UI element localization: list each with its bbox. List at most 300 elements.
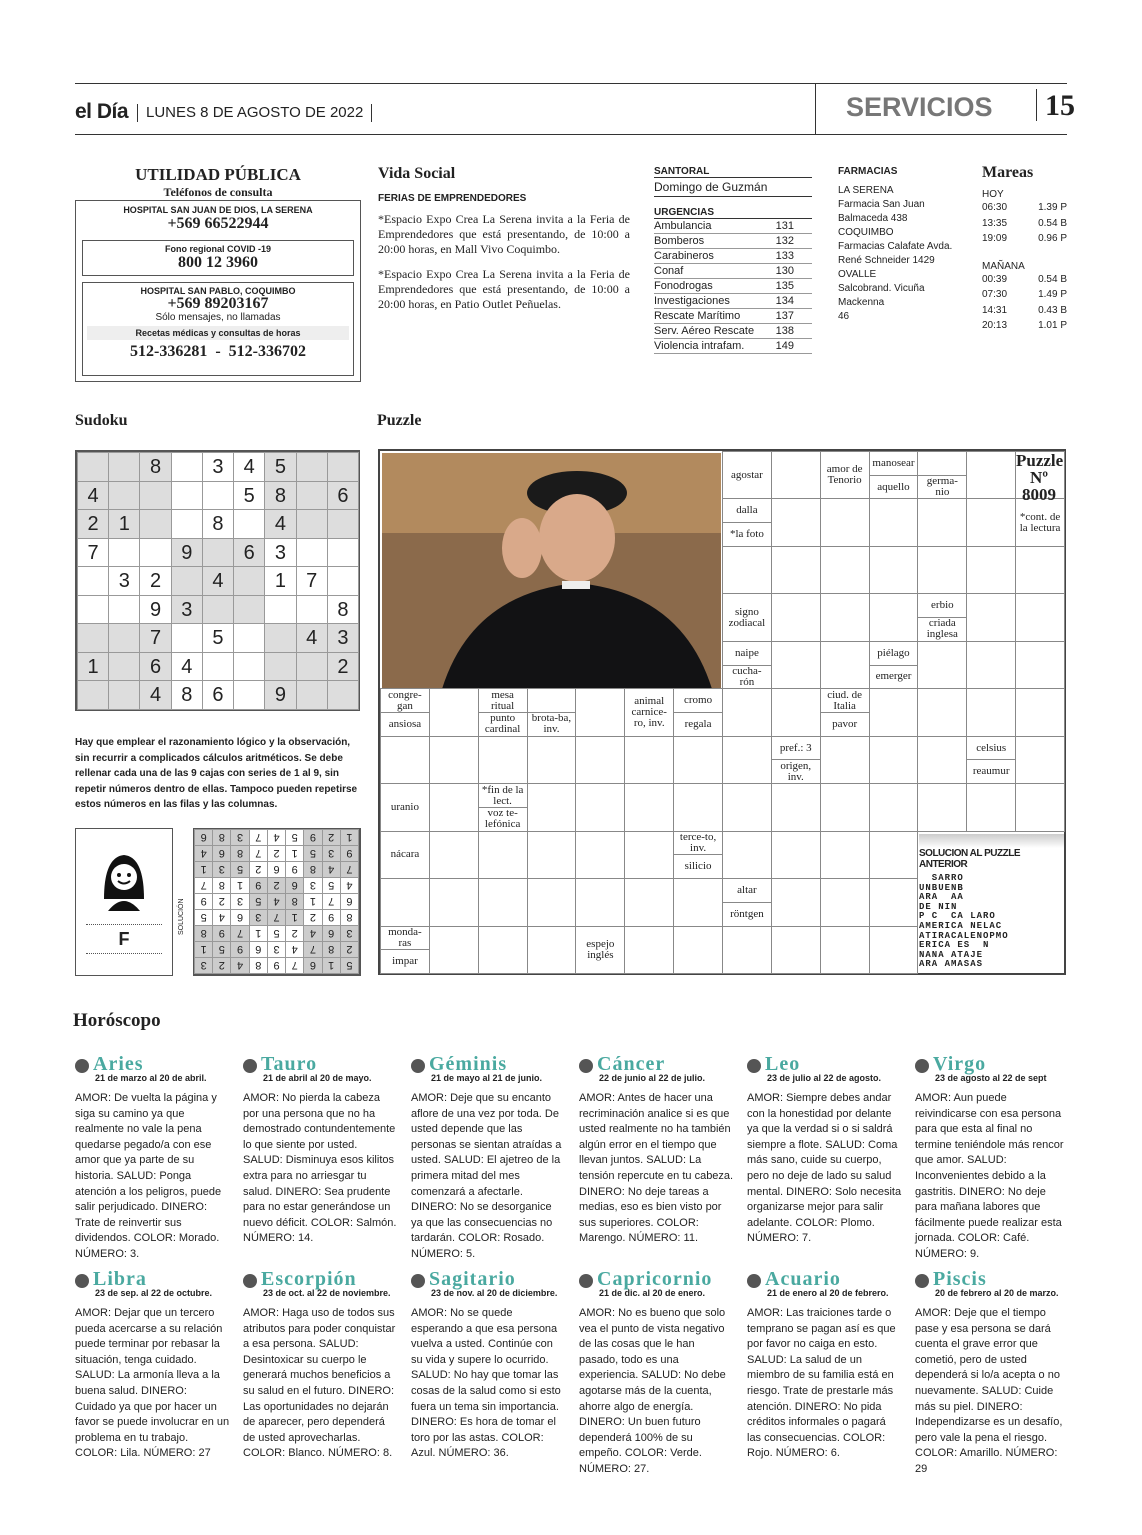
puzzle-cell[interactable] xyxy=(966,593,1016,641)
puzzle-solution-box xyxy=(919,834,1064,971)
covid-box xyxy=(82,240,354,276)
sign-text: AMOR: De vuelta la página y siga su camino ya que realmente no vale la pena quedarse pegado/a con ese amor que ya parte de su historia. SALUD: Ponga atención a los peligros, puede salir perjudicado. DINERO: Trate de reinvertir sus dividendos. COLOR: Morado. NÚMERO: 3. xyxy=(75,1092,222,1260)
sign-dates: 21 de marzo al 20 de abril. xyxy=(95,1073,207,1083)
solution-cell: 4 xyxy=(267,829,286,846)
urgencia-number: 133 xyxy=(775,250,794,262)
puzzle-cell[interactable] xyxy=(771,688,821,736)
puzzle-cell[interactable] xyxy=(771,498,821,546)
urgencia-number: 135 xyxy=(775,280,794,292)
puzzle-cell[interactable] xyxy=(722,736,772,784)
puzzle-solution-row: ERICA ES N xyxy=(919,940,990,951)
puzzle-cell[interactable] xyxy=(869,688,919,736)
horoscope-sign xyxy=(75,1053,230,1263)
sudoku-cell[interactable]: 1 xyxy=(264,566,296,596)
puzzle-cell[interactable] xyxy=(624,783,674,831)
sudoku-cell[interactable]: 5 xyxy=(233,481,265,511)
urgencia-number: 130 xyxy=(775,265,794,277)
sudoku-cell[interactable]: 8 xyxy=(264,481,296,511)
puzzle-cell[interactable] xyxy=(869,546,919,594)
puzzle-cell[interactable] xyxy=(966,451,1016,499)
solution-cell: 7 xyxy=(249,829,268,846)
puzzle-cell[interactable] xyxy=(869,736,919,784)
solution-cell: 9 xyxy=(285,861,304,878)
sudoku-cell[interactable]: 5 xyxy=(264,452,296,482)
puzzle-number: Puzzle Nº 8009 xyxy=(1016,451,1064,504)
farmacias-title: FARMACIAS xyxy=(838,166,898,177)
puzzle-cell[interactable] xyxy=(820,831,870,879)
puzzle-cell[interactable] xyxy=(966,688,1016,736)
puzzle-cell[interactable] xyxy=(966,498,1016,546)
solution-cell: 3 xyxy=(249,909,268,926)
solution-cell: 5 xyxy=(249,893,268,910)
utilidad-title: UTILIDAD PÚBLICA xyxy=(135,165,301,184)
sudoku-cell[interactable]: 6 xyxy=(233,538,265,568)
solution-cell: 2 xyxy=(322,829,341,846)
solution-cell: 7 xyxy=(285,957,304,974)
puzzle-solution-row: ARA AMASAS xyxy=(919,959,984,970)
puzzle-clue: animal carnice-ro, inv. xyxy=(624,688,674,736)
sudoku-cell[interactable]: 8 xyxy=(171,680,203,710)
puzzle-cell[interactable] xyxy=(917,688,967,736)
puzzle-cell[interactable] xyxy=(527,878,577,926)
sudoku-cell[interactable] xyxy=(233,566,265,596)
urgencia-row xyxy=(654,264,812,279)
puzzle-clue: monda-ras xyxy=(380,926,430,951)
puzzle-cell[interactable] xyxy=(380,878,430,926)
horoscope-sign xyxy=(579,1268,734,1478)
sudoku-cell[interactable] xyxy=(77,623,109,653)
puzzle-cell[interactable] xyxy=(624,831,674,879)
puzzle-cell[interactable] xyxy=(820,546,870,594)
sudoku-cell[interactable] xyxy=(108,680,140,710)
sudoku-cell[interactable] xyxy=(202,538,234,568)
zodiac-icon xyxy=(243,1274,257,1288)
puzzle-clue: brota-ba, inv. xyxy=(527,712,577,737)
puzzle-clue: criada inglesa xyxy=(917,617,967,642)
sudoku-cell[interactable]: 3 xyxy=(327,623,359,653)
zodiac-icon xyxy=(411,1059,425,1073)
puzzle-cell[interactable] xyxy=(869,878,919,926)
sign-name: Aries xyxy=(93,1053,144,1075)
solution-cell: 6 xyxy=(340,893,359,910)
sudoku-cell[interactable] xyxy=(296,652,328,682)
puzzle-cell[interactable] xyxy=(527,783,577,831)
puzzle-cell[interactable] xyxy=(917,641,967,689)
solution-cell: 3 xyxy=(230,829,249,846)
hospital-coquimbo-phone: +569 89203167 xyxy=(167,295,269,312)
puzzle-clue: voz te-lefónica xyxy=(478,807,528,832)
puzzle-cell[interactable] xyxy=(722,783,772,831)
tide-height: 1.01 P xyxy=(1038,320,1067,331)
tide-time: 06:30 xyxy=(982,202,1008,213)
sudoku-cell[interactable]: 3 xyxy=(264,538,296,568)
puzzle-cell[interactable] xyxy=(820,641,870,689)
solution-cell: 3 xyxy=(322,845,341,862)
sudoku-cell[interactable]: 2 xyxy=(77,509,109,539)
sudoku-cell[interactable] xyxy=(233,595,265,625)
sudoku-cell[interactable]: 4 xyxy=(296,623,328,653)
urgencia-row xyxy=(654,294,812,309)
sign-text: AMOR: Dejar que un tercero pueda acercarse a su relación puede terminar por rebasar la situación, tenga cuidado. SALUD: La armonía lleva a la buena salud. DINERO: Cuidado ya que por hacer un favor se puede involucrar en un problema en tu trabajo. COLOR: Lila. NÚMERO: 27 xyxy=(75,1307,230,1460)
puzzle-cell[interactable] xyxy=(820,498,870,546)
solution-cell: 5 xyxy=(230,861,249,878)
sudoku-cell[interactable] xyxy=(171,623,203,653)
puzzle-cell[interactable] xyxy=(869,593,919,641)
puzzle-clue: *cont. de la lectura xyxy=(1015,498,1065,546)
urgencia-name: Fonodrogas xyxy=(654,280,713,292)
sudoku-cell[interactable] xyxy=(327,680,359,710)
urgencias-title: URGENCIAS xyxy=(654,207,812,219)
solution-cell: 3 xyxy=(194,957,213,974)
puzzle-clue: impar xyxy=(380,949,430,974)
puzzle-cell[interactable] xyxy=(869,498,919,546)
puzzle-cell[interactable] xyxy=(917,736,967,784)
urgencia-name: Bomberos xyxy=(654,235,705,247)
issue-date: LUNES 8 DE AGOSTO DE 2022 xyxy=(137,104,372,122)
puzzle-clue: naipe xyxy=(722,641,772,666)
sign-text: AMOR: Aun puede reivindicarse con esa persona para que esta al final no termine teniéndole más rencor que amor. SALUD: Inconvenientes debido a la gastritis. DINERO: No deje para mañana labores que fácilmente puede realizar esta jornada. COLOR: Café. NÚMERO: 9. xyxy=(915,1092,1064,1260)
sign-name: Cáncer xyxy=(597,1053,666,1075)
hospital-coquimbo-box xyxy=(82,282,354,376)
puzzle-cell[interactable] xyxy=(429,831,479,879)
puzzle-cell[interactable] xyxy=(673,878,723,926)
sudoku-cell[interactable]: 4 xyxy=(233,452,265,482)
solution-cell: 9 xyxy=(322,909,341,926)
sudoku-cell[interactable]: 3 xyxy=(202,452,234,482)
vida-social-item: *Espacio Expo Crea La Serena invita a la Feria de Emprendedores que está presentando, de 10:00 a 20:00 horas, en Patio Outlet Peñuelas. xyxy=(378,267,630,311)
urgencia-name: Ambulancia xyxy=(654,220,712,232)
sudoku-cell[interactable]: 7 xyxy=(77,538,109,568)
horoscope-sign xyxy=(579,1053,734,1247)
sudoku-cell[interactable]: 4 xyxy=(171,652,203,682)
puzzle-cell[interactable] xyxy=(478,926,528,974)
puzzle-cell[interactable] xyxy=(527,736,577,784)
puzzle-cell[interactable] xyxy=(820,593,870,641)
horoscope-sign xyxy=(411,1268,566,1462)
sudoku-cell[interactable]: 8 xyxy=(202,509,234,539)
puzzle-cell[interactable] xyxy=(478,736,528,784)
sudoku-cell[interactable] xyxy=(327,452,359,482)
puzzle-cell[interactable] xyxy=(575,831,625,879)
puzzle-cell[interactable] xyxy=(575,736,625,784)
sudoku-cell[interactable] xyxy=(108,538,140,568)
horoscope-sign xyxy=(915,1053,1070,1263)
horoscopo-title: Horóscopo xyxy=(73,1010,161,1031)
sudoku-cell[interactable]: 4 xyxy=(77,481,109,511)
puzzle-cell[interactable] xyxy=(820,736,870,784)
puzzle-clue: terce-to, inv. xyxy=(673,831,723,856)
sudoku-cell[interactable]: 8 xyxy=(327,595,359,625)
puzzle-cell[interactable] xyxy=(1015,641,1065,689)
page-number: 15 xyxy=(1036,89,1075,121)
hospital-la-serena-name: HOSPITAL SAN JUAN DE DIOS, LA SERENA xyxy=(123,205,313,215)
sudoku-cell[interactable] xyxy=(327,509,359,539)
puzzle-cell[interactable] xyxy=(624,878,674,926)
sudoku-cell[interactable] xyxy=(264,595,296,625)
sudoku-cell[interactable] xyxy=(296,680,328,710)
puzzle-cell[interactable] xyxy=(478,878,528,926)
sudoku-cell[interactable]: 7 xyxy=(296,566,328,596)
solution-cell: 2 xyxy=(285,925,304,942)
puzzle-cell[interactable] xyxy=(1015,783,1065,831)
sudoku-cell[interactable] xyxy=(171,452,203,482)
solution-cell: 6 xyxy=(230,909,249,926)
recetas-phones: 512-336281 - 512-336702 xyxy=(130,343,306,360)
puzzle-clue: erbio xyxy=(917,593,967,618)
solution-cell: 7 xyxy=(340,861,359,878)
hospital-coquimbo-name: HOSPITAL SAN PABLO, COQUIMBO xyxy=(140,286,296,296)
puzzle-cell[interactable] xyxy=(869,926,919,974)
puzzle-cell[interactable] xyxy=(966,783,1016,831)
solution-cell: 2 xyxy=(212,957,231,974)
puzzle-cell[interactable] xyxy=(673,783,723,831)
puzzle-cell[interactable] xyxy=(917,783,967,831)
solution-cell: 6 xyxy=(322,925,341,942)
sudoku-cell[interactable]: 1 xyxy=(77,652,109,682)
puzzle-cell[interactable] xyxy=(917,546,967,594)
puzzle-cell[interactable] xyxy=(575,783,625,831)
puzzle-cell[interactable] xyxy=(673,736,723,784)
puzzle-cell[interactable] xyxy=(575,878,625,926)
solution-cell: 4 xyxy=(285,941,304,958)
sudoku-cell[interactable] xyxy=(202,481,234,511)
urgencia-number: 138 xyxy=(775,325,794,337)
puzzle-cell[interactable] xyxy=(429,736,479,784)
solution-cell: 4 xyxy=(322,861,341,878)
puzzle-cell[interactable] xyxy=(771,926,821,974)
puzzle-clue: uranio xyxy=(380,783,430,831)
puzzle-cell[interactable] xyxy=(1015,546,1065,594)
sudoku-cell[interactable] xyxy=(233,652,265,682)
solution-cell: 5 xyxy=(194,909,213,926)
farmacia-line: Balmaceda 438 xyxy=(838,213,908,224)
puzzle-cell[interactable] xyxy=(527,926,577,974)
solution-cell: 4 xyxy=(230,957,249,974)
tide-height: 0.43 B xyxy=(1038,304,1067,316)
puzzle-cell[interactable] xyxy=(380,736,430,784)
solution-cell: 8 xyxy=(249,957,268,974)
solution-cell: 4 xyxy=(303,925,322,942)
solution-cell: 5 xyxy=(285,829,304,846)
puzzle-cell[interactable] xyxy=(1015,688,1065,736)
puzzle-clue: silicio xyxy=(673,854,723,879)
solution-cell: 3 xyxy=(340,925,359,942)
sudoku-cell[interactable] xyxy=(202,595,234,625)
puzzle-clue: aquello xyxy=(869,475,919,500)
sudoku-cell[interactable] xyxy=(264,623,296,653)
puzzle-cell[interactable] xyxy=(429,688,479,736)
puzzle-cell[interactable] xyxy=(771,878,821,926)
sudoku-cell[interactable]: 7 xyxy=(139,623,171,653)
horoscope-sign xyxy=(411,1053,566,1263)
farmacia-line: René Schneider 1429 xyxy=(838,255,935,266)
sudoku-cell[interactable]: 2 xyxy=(139,566,171,596)
photo-priest-icon xyxy=(382,453,721,689)
puzzle-cell[interactable] xyxy=(722,926,772,974)
sudoku-cell[interactable]: 3 xyxy=(171,595,203,625)
puzzle-cell[interactable] xyxy=(917,498,967,546)
puzzle-clue: dalla xyxy=(722,498,772,523)
solution-cell: 9 xyxy=(267,957,286,974)
sudoku-cell[interactable] xyxy=(233,623,265,653)
sudoku-cell[interactable]: 4 xyxy=(202,566,234,596)
sudoku-cell[interactable] xyxy=(296,452,328,482)
puzzle-cell[interactable] xyxy=(820,783,870,831)
puzzle-cell[interactable] xyxy=(527,831,577,879)
zodiac-icon xyxy=(411,1274,425,1288)
sudoku-cell[interactable]: 8 xyxy=(139,452,171,482)
sudoku-cell[interactable] xyxy=(77,452,109,482)
puzzle-clue: *fin de la lect. xyxy=(478,783,528,808)
puzzle-cell[interactable] xyxy=(869,831,919,879)
puzzle-cell[interactable] xyxy=(624,926,674,974)
tide-row xyxy=(982,200,1067,216)
puzzle-cell[interactable] xyxy=(771,783,821,831)
puzzle-cell[interactable] xyxy=(575,688,625,736)
farmacia-line: COQUIMBO xyxy=(838,227,894,238)
sudoku-cell[interactable] xyxy=(264,652,296,682)
sudoku-cell[interactable]: 4 xyxy=(139,680,171,710)
puzzle-cell[interactable] xyxy=(820,926,870,974)
sudoku-cell[interactable] xyxy=(171,481,203,511)
solution-cell: 1 xyxy=(194,861,213,878)
puzzle-cell[interactable] xyxy=(673,926,723,974)
puzzle-clue: piélago xyxy=(869,641,919,666)
sudoku-cell[interactable]: 6 xyxy=(327,481,359,511)
farmacia-line: OVALLE xyxy=(838,269,877,280)
sign-text: AMOR: Siempre debes andar con la honestidad por delante ya que la verdad si o si saldrá siempre a flote. SALUD: Coma más sano, cuide su cuerpo, pero no deje de lado su salud mental. DINERO: Solo necesita organizarse mejor para salir adelante. COLOR: Plomo. NÚMERO: 7. xyxy=(747,1092,902,1245)
sudoku-cell[interactable] xyxy=(233,680,265,710)
sudoku-cell[interactable]: 9 xyxy=(264,680,296,710)
sign-dates: 23 de nov. al 20 de diciembre. xyxy=(431,1288,558,1298)
puzzle-clue: manosear xyxy=(869,451,919,476)
sudoku-cell[interactable] xyxy=(108,623,140,653)
puzzle-cell[interactable] xyxy=(722,831,772,879)
sudoku-cell[interactable]: 6 xyxy=(202,680,234,710)
sudoku-cell[interactable] xyxy=(202,652,234,682)
solution-cell: 3 xyxy=(212,861,231,878)
solution-cell: 4 xyxy=(340,877,359,894)
solution-cell: 5 xyxy=(322,877,341,894)
urgencia-name: Violencia intrafam. xyxy=(654,340,745,352)
puzzle-cell[interactable] xyxy=(869,783,919,831)
puzzle-cell[interactable] xyxy=(966,546,1016,594)
solution-cell: 5 xyxy=(267,925,286,942)
covid-label: Fono regional COVID -19 xyxy=(164,244,271,254)
sudoku-grid xyxy=(75,450,360,711)
puzzle-cell[interactable] xyxy=(478,831,528,879)
puzzle-cell[interactable] xyxy=(429,926,479,974)
sudoku-cell[interactable] xyxy=(108,652,140,682)
sudoku-cell[interactable] xyxy=(108,595,140,625)
puzzle-cell[interactable] xyxy=(771,641,821,689)
solution-cell: 9 xyxy=(303,829,322,846)
solution-cell: 7 xyxy=(249,845,268,862)
solution-cell: 6 xyxy=(303,957,322,974)
header-bottom-rule xyxy=(75,134,1067,135)
sudoku-cell[interactable] xyxy=(296,595,328,625)
sudoku-cell[interactable] xyxy=(327,538,359,568)
tide-row xyxy=(982,318,1067,334)
sign-dates: 22 de junio al 22 de julio. xyxy=(599,1073,706,1083)
puzzle-cell[interactable] xyxy=(820,878,870,926)
sudoku-cell[interactable]: 5 xyxy=(202,623,234,653)
puzzle-cell[interactable] xyxy=(771,546,821,594)
sudoku-cell[interactable] xyxy=(77,566,109,596)
sudoku-cell[interactable] xyxy=(139,509,171,539)
zodiac-icon xyxy=(915,1274,929,1288)
sudoku-cell[interactable]: 9 xyxy=(171,538,203,568)
sudoku-cell[interactable] xyxy=(171,509,203,539)
puzzle-clue: altar xyxy=(722,878,772,903)
sudoku-cell[interactable]: 4 xyxy=(264,509,296,539)
puzzle-cell[interactable] xyxy=(1015,593,1065,641)
puzzle-cell[interactable] xyxy=(722,688,772,736)
solution-cell: 1 xyxy=(285,909,304,926)
puzzle-cell[interactable] xyxy=(966,641,1016,689)
solution-cell: 9 xyxy=(212,925,231,942)
sudoku-cell[interactable] xyxy=(296,538,328,568)
vida-social-item: *Espacio Expo Crea La Serena invita a la Feria de Emprendedores que está presentando, de 10:00 a 20:00 horas, en Mall Vivo Coquimbo. xyxy=(378,212,630,256)
santoral-title: SANTORAL xyxy=(654,166,812,178)
solution-cell: 5 xyxy=(212,941,231,958)
solution-cell: 1 xyxy=(249,925,268,942)
tide-row xyxy=(982,287,1067,303)
puzzle-cell[interactable] xyxy=(771,451,821,499)
puzzle-cell[interactable] xyxy=(771,593,821,641)
sudoku-cell[interactable] xyxy=(139,538,171,568)
sudoku-cell[interactable]: 1 xyxy=(108,509,140,539)
horoscope-sign xyxy=(747,1053,902,1247)
sudoku-cell[interactable] xyxy=(296,509,328,539)
sudoku-cell[interactable] xyxy=(296,481,328,511)
sudoku-cell[interactable] xyxy=(139,481,171,511)
urgencia-row xyxy=(654,234,812,249)
sudoku-cell[interactable] xyxy=(233,509,265,539)
puzzle-cell[interactable] xyxy=(429,878,479,926)
puzzle-cell[interactable] xyxy=(624,736,674,784)
sudoku-cell[interactable] xyxy=(108,481,140,511)
sudoku-cell[interactable]: 3 xyxy=(108,566,140,596)
puzzle-cell[interactable] xyxy=(722,546,772,594)
solution-cell: 3 xyxy=(267,941,286,958)
sign-name: Virgo xyxy=(933,1053,987,1075)
sign-name: Leo xyxy=(765,1053,801,1075)
puzzle-cell[interactable] xyxy=(1015,736,1065,784)
puzzle-cell[interactable] xyxy=(771,831,821,879)
sudoku-cell[interactable]: 2 xyxy=(327,652,359,682)
urgencia-row xyxy=(654,309,812,324)
sudoku-cell[interactable] xyxy=(77,680,109,710)
solution-cell: 1 xyxy=(322,957,341,974)
zodiac-icon xyxy=(747,1274,761,1288)
sudoku-cell[interactable]: 9 xyxy=(139,595,171,625)
mareas-title: Mareas xyxy=(982,164,1034,181)
tide-time: 13:35 xyxy=(982,217,1008,229)
puzzle-clue: reaumur xyxy=(966,759,1016,784)
sign-text: AMOR: Haga uso de todos sus atributos para poder conquistar a esa persona. SALUD: Desintoxicar su cuerpo le generará muchos beneficios a su salud en el futuro. DINERO: Las oportunidades no dejarán de aparecer, pero dependerá de usted aprovecharlas. COLOR: Blanco. NÚMERO: 8. xyxy=(243,1307,396,1460)
sudoku-cell[interactable] xyxy=(171,566,203,596)
sudoku-cell[interactable] xyxy=(77,595,109,625)
sign-name: Sagitario xyxy=(429,1268,516,1290)
sudoku-cell[interactable] xyxy=(327,566,359,596)
sudoku-cell[interactable]: 6 xyxy=(139,652,171,682)
puzzle-clue: mesa ritual xyxy=(478,688,528,713)
sudoku-cell[interactable] xyxy=(108,452,140,482)
sign-text: AMOR: No se quede esperando a que esa persona vuelva a usted. Continúe con su vida y supere lo ocurrido. SALUD: No hay que tomar las cosas de la salud como si esto fuera un tema sin importancia. DINERO: Es hora de tomar el toro por las astas. COLOR: Azul. NÚMERO: 36. xyxy=(411,1307,561,1460)
puzzle-cell[interactable] xyxy=(429,783,479,831)
solution-cell: 4 xyxy=(212,909,231,926)
